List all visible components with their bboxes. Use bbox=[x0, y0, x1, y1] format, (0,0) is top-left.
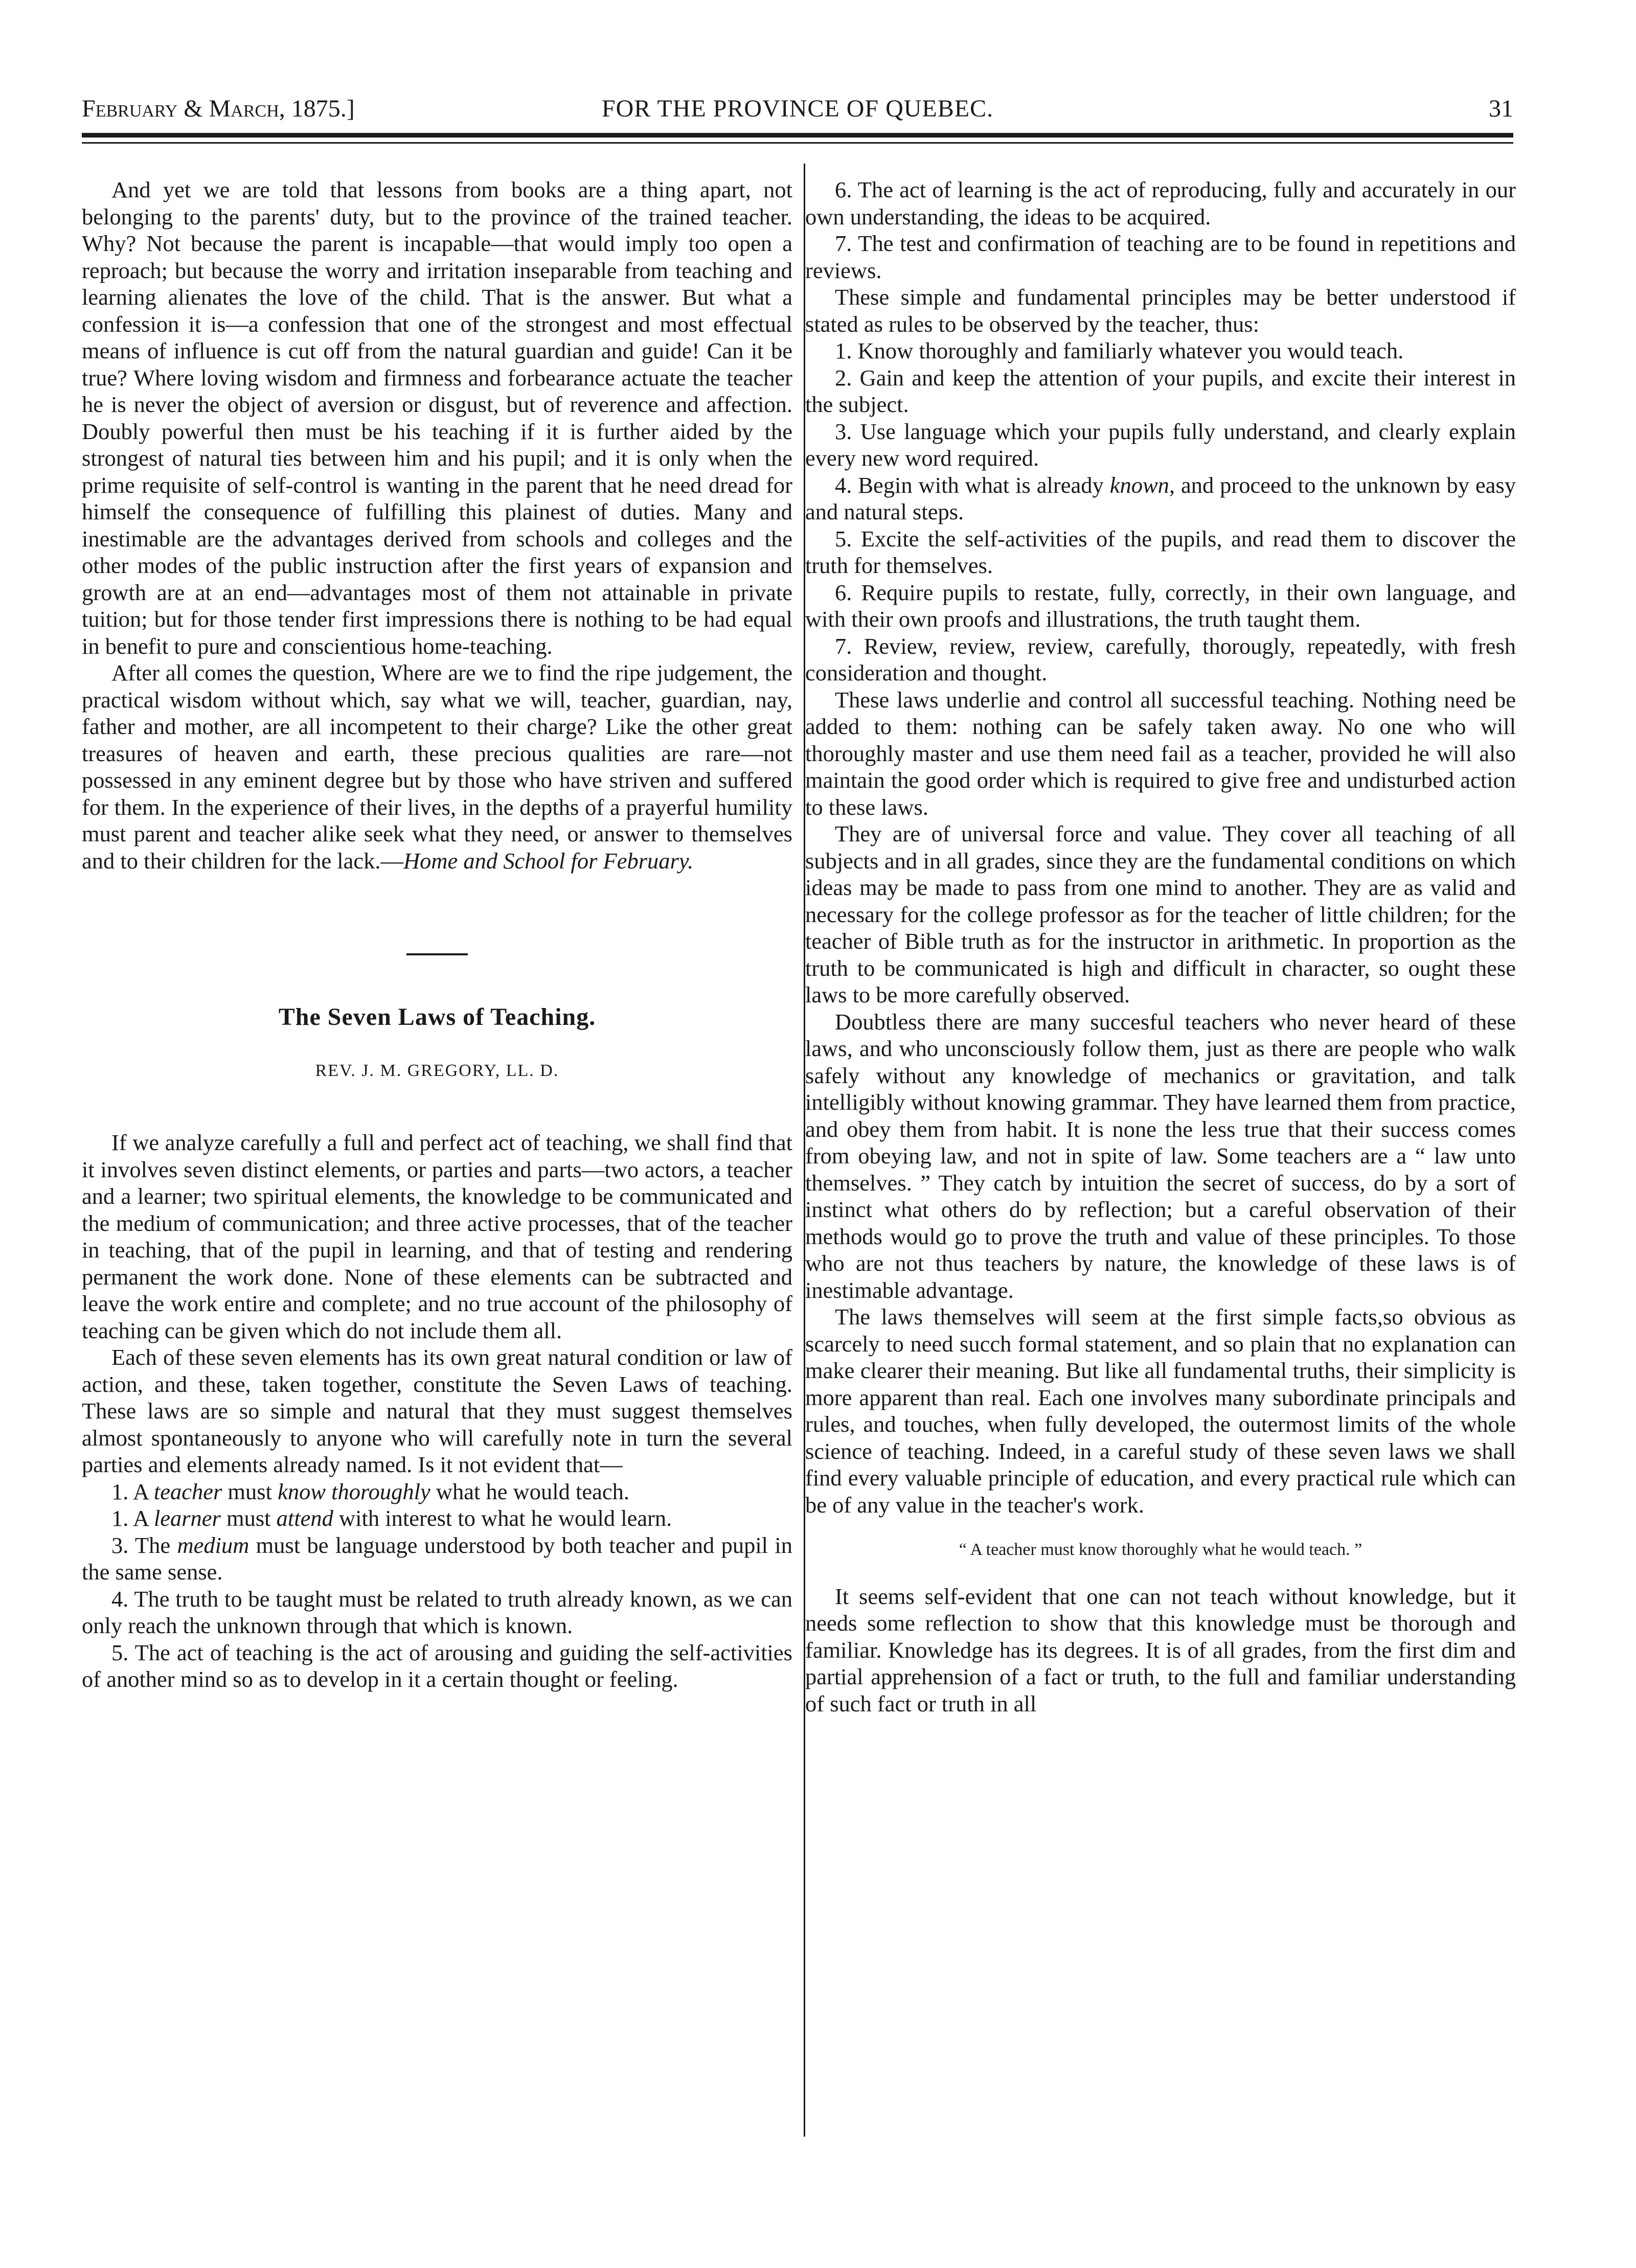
article-byline: REV. J. M. GREGORY, LL. D. bbox=[315, 1061, 559, 1080]
law-emphasis: attend bbox=[276, 1505, 333, 1531]
header-rule-thin bbox=[82, 142, 1513, 144]
page-number: 31 bbox=[1489, 95, 1513, 122]
law-text: must bbox=[222, 1478, 278, 1504]
paragraph: And yet we are told that lessons from books are a thing apart, not belonging to the parents' duty, but to the province of the trained teacher. Why? Not because the parent is incapable—that would imply too open a reproach; but because the worry and irritation inseparable from teaching and learning alienates the love of the child. That is the answer. But what a confession it is—a confession that one of the strongest and most effectual means of influence is cut off from the natural guardian and guide! Can it be true? Where loving wisdom and firmness and forbearance actuate the teacher he is never the object of aversion or disgust, but of reverence and affection. Doubly powerful then must be his teaching if it is further aided by the strongest of natural ties between him and his pupil; and it is only when the prime requisite of self-control is wanting in the parent that he need dread for himself the consequence of fulfilling this plainest of duties. Many and inestimable are the advantages derived from schools and colleges and the other modes of the public instruction after the first years of expansion and growth are at an end—advantages most of them not attainable in private tuition; but for those tender first impressions there is nothing to be had equal in benefit to pure and conscientious home-teaching. bbox=[82, 177, 792, 659]
law-text: 3. The bbox=[111, 1532, 177, 1558]
rule-text: 4. Begin with what is already bbox=[835, 472, 1110, 498]
paragraph: If we analyze carefully a full and perfect act of teaching, we shall find that it involves seven distinct elements, or parties and parts—two actors, a teacher and a learner; two spiritual elements, the knowledge to be communicated and the medium of communication; and three active processes, that of the teacher in teaching, that of the pupil in learning, and that of testing and rendering permanent the work done. None of these elements can be subtracted and leave the work entire and complete; and no true account of the philosophy of teaching can be given which do not include them all. bbox=[82, 1130, 792, 1343]
rule-text: , and proceed to the unknown by easy and natural steps. bbox=[805, 472, 1516, 524]
source-citation: Home and School for February. bbox=[403, 847, 694, 874]
right-column bbox=[805, 176, 1516, 1717]
paragraph: The laws themselves will seem at the first simple facts,so obvious as scarcely to need succh formal statement, and so plain that no explanation can make clearer their meaning. But like all fundamental truths, their simplicity is more apparent than real. Each one involves many subordinate principals and rules, and touches, when fully developed, the outermost limits of the whole science of teaching. Indeed, in a careful study of these seven laws we shall find every valuable principle of education, and every practical rule which can be of any value in the teacher's work. bbox=[805, 1304, 1516, 1518]
paragraph: It seems self-evident that one can not teach without knowledge, but it needs some reflection to show that this knowledge must be thorough and familiar. Knowledge has its degrees. It is of all grades, from the first dim and partial apprehension of a fact or truth, to the full and familiar understanding of such fact or truth in all bbox=[805, 1583, 1516, 1716]
paragraph: Each of these seven elements has its own great natural condition or law of action, and these, taken together, constitute the Seven Laws of teaching. These laws are so simple and natural that they must suggest themselves almost spontaneously to anyone who will carefully note in turn the several parties and elements already named. Is it not evident that— bbox=[82, 1344, 792, 1477]
law-item bbox=[82, 1532, 792, 1586]
law-item: 6. The act of learning is the act of reproducing, fully and accurately in our own understanding, the ideas to be acquired. bbox=[805, 177, 1516, 230]
law-emphasis: know thoroughly bbox=[278, 1478, 430, 1504]
running-header bbox=[82, 91, 1513, 127]
law-emphasis: learner bbox=[153, 1505, 221, 1531]
journal-title: FOR THE PROVINCE OF QUEBEC. bbox=[601, 95, 994, 122]
paragraph bbox=[82, 659, 792, 874]
law-item: 7. The test and confirmation of teaching are to be found in repetitions and reviews. bbox=[805, 231, 1516, 283]
law-item bbox=[82, 1505, 792, 1532]
issue-date: February & March, 1875.] bbox=[82, 95, 355, 122]
rule-item: 3. Use language which your pupils fully understand, and clearly explain every new word required. bbox=[805, 418, 1516, 471]
paragraph: These simple and fundamental principles may be better understood if stated as rules to be observed by the teacher, thus: bbox=[805, 284, 1516, 337]
law-text: 1. A bbox=[111, 1505, 154, 1531]
left-column bbox=[82, 176, 792, 1693]
law-text: what he would teach. bbox=[430, 1478, 630, 1504]
law-text: 1. A bbox=[111, 1478, 154, 1504]
paragraph: These laws underlie and control all successful teaching. Nothing need be added to them: nothing can be safely taken away. No one who will thoroughly master and use them need fail as a teacher, provided he will also maintain the good order which is required to give free and undisturbed action to these laws. bbox=[805, 686, 1516, 820]
paragraph-text: After all comes the question, Where are we to find the ripe judgement, the practical wisdom without which, say what we will, teacher, guardian, nay, father and mother, are all incompetent to their charge? Like the other great treasures of heaven and earth, these precious qualities are rare—not possessed in any eminent degree but by those who have striven and suffered for them. In the experience of their lives, in the depths of a prayerful humility must parent and teacher alike seek what they need, or answer to themselves and to their children for the lack.— bbox=[82, 660, 792, 874]
law-emphasis: teacher bbox=[153, 1478, 222, 1504]
law-item: 5. The act of teaching is the act of arousing and guiding the self-activities of another mind so as to develop in it a certain thought or feeling. bbox=[82, 1639, 792, 1692]
rule-item: 6. Require pupils to restate, fully, correctly, in their own language, and with their own proofs and illustrations, the truth taught them. bbox=[805, 579, 1516, 632]
rule-emphasis: known bbox=[1109, 472, 1169, 498]
law-text: with interest to what he would learn. bbox=[333, 1505, 672, 1531]
header-rule-thick bbox=[82, 133, 1513, 138]
law-text: must be language understood by both teacher and pupil in the same sense. bbox=[82, 1532, 792, 1585]
paragraph: They are of universal force and value. They cover all teaching of all subjects and in all grades, since they are the fundamental conditions on which ideas may be made to pass from one mind to another. They are as valid and necessary for the college professor as for the teacher of little children; for the teacher of Bible truth as for the instructor in arithmetic. In proportion as the truth to be communicated is high and difficult in character, so ought these laws to be more carefully observed. bbox=[805, 821, 1516, 1007]
law-text: must bbox=[220, 1505, 277, 1531]
rule-item: 7. Review, review, review, carefully, thorougly, repeatedly, with fresh consideration and thought. bbox=[805, 633, 1516, 685]
rule-item bbox=[805, 472, 1516, 525]
rule-item: 1. Know thoroughly and familiarly whatever you would teach. bbox=[835, 338, 1404, 363]
article-title: The Seven Laws of Teaching. bbox=[278, 1003, 596, 1030]
section-separator bbox=[406, 953, 468, 955]
section-quote: “ A teacher must know thoroughly what he would teach. ” bbox=[959, 1540, 1362, 1559]
rule-item: 2. Gain and keep the attention of your pupils, and excite their interest in the subject. bbox=[805, 364, 1516, 417]
paragraph: Doubtless there are many succesful teachers who never heard of these laws, and who unconsciously follow them, just as there are people who walk safely without any knowledge of mechanics or gravitation, and talk intelligibly without knowing grammar. They have learned them from practice, and obey them from habit. It is none the less true that their success comes from obeying law, and not in spite of law. Some teachers are a “ law unto themselves. ” They catch by intuition the secret of success, do by a sort of instinct what others do by reflection; but a careful observation of their methods would go to prove the truth and value of these principles. To those who are not thus teachers by nature, the knowledge of these laws is of inestimable advantage. bbox=[805, 1009, 1516, 1303]
law-emphasis: medium bbox=[177, 1532, 249, 1558]
law-item: 4. The truth to be taught must be related to truth already known, as we can only reach the unknown through that which is known. bbox=[82, 1586, 792, 1638]
rule-item: 5. Excite the self-activities of the pupils, and read them to discover the truth for themselves. bbox=[805, 525, 1516, 578]
law-item bbox=[82, 1478, 792, 1505]
